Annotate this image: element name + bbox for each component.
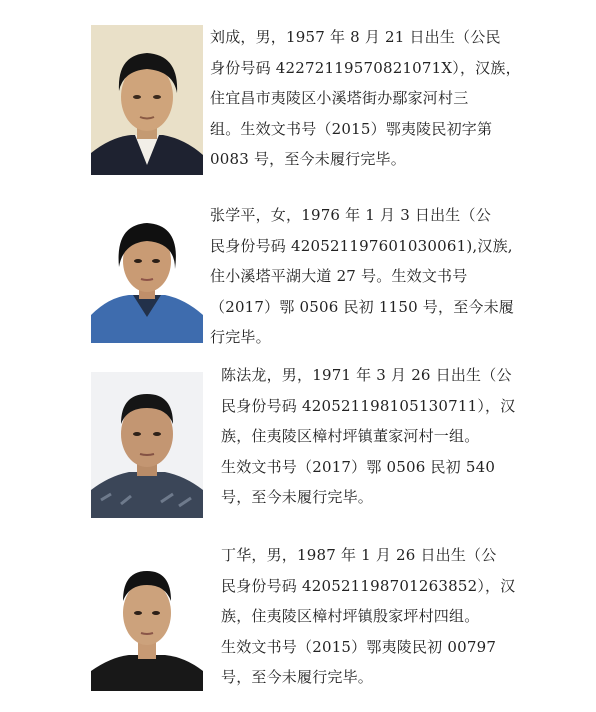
notice-2-line-4: （2017）鄂 0506 民初 1150 号，至今未履 [210, 297, 514, 316]
notice-1-line-3: 住宜昌市夷陵区小溪塔街办鄢家河村三 [210, 89, 469, 107]
notice-text-4 [221, 540, 515, 693]
notice-3-line-1: 陈法龙，男，1971 年 3 月 26 日出生（公 [221, 366, 512, 384]
notice-1-line-1: 刘成，男，1957 年 8 月 21 日出生（公民 [210, 28, 501, 46]
notice-1-line-2: 身份号码 42272119570821071X），汉族， [210, 58, 521, 77]
portrait-photo-1 [91, 25, 203, 175]
notice-4-line-1: 丁华，男，1987 年 1 月 26 日出生（公 [221, 546, 497, 564]
portrait-photo-2 [91, 197, 203, 343]
notice-text-2 [210, 200, 514, 353]
notice-3-line-2: 民身份号码 420521198105130711），汉 [221, 396, 516, 415]
notice-2-line-1: 张学平，女，1976 年 1 月 3 日出生（公 [210, 206, 491, 224]
notice-1-line-4: 组。生效文书号（2015）鄂夷陵民初字第 [210, 119, 493, 138]
notice-4-line-3: 族，住夷陵区樟村坪镇殷家坪村四组。 [221, 607, 480, 625]
notice-4-line-4: 生效文书号（2015）鄂夷陵民初 00797 [221, 637, 497, 656]
notice-4-line-2: 民身份号码 420521198701263852），汉 [221, 576, 516, 595]
notice-text-1 [210, 22, 521, 175]
notice-text-3 [221, 360, 515, 513]
notice-3-line-3: 族，住夷陵区樟村坪镇董家河村一组。 [221, 427, 480, 445]
notice-1-line-5: 0083 号，至今未履行完毕。 [210, 150, 406, 168]
notice-2-line-2: 民身份号码 420521197601030061),汉族, [210, 236, 513, 255]
portrait-photo-4 [91, 551, 203, 691]
notice-4-line-5: 号，至今未履行完毕。 [221, 668, 374, 686]
notice-3-line-4: 生效文书号（2017）鄂 0506 民初 540 [221, 457, 496, 476]
notice-2-line-3: 住小溪塔平湖大道 27 号。生效文书号 [210, 267, 468, 285]
notice-3-line-5: 号，至今未履行完毕。 [221, 488, 374, 506]
notice-2-line-5: 行完毕。 [210, 328, 271, 346]
portrait-photo-3 [91, 372, 203, 518]
